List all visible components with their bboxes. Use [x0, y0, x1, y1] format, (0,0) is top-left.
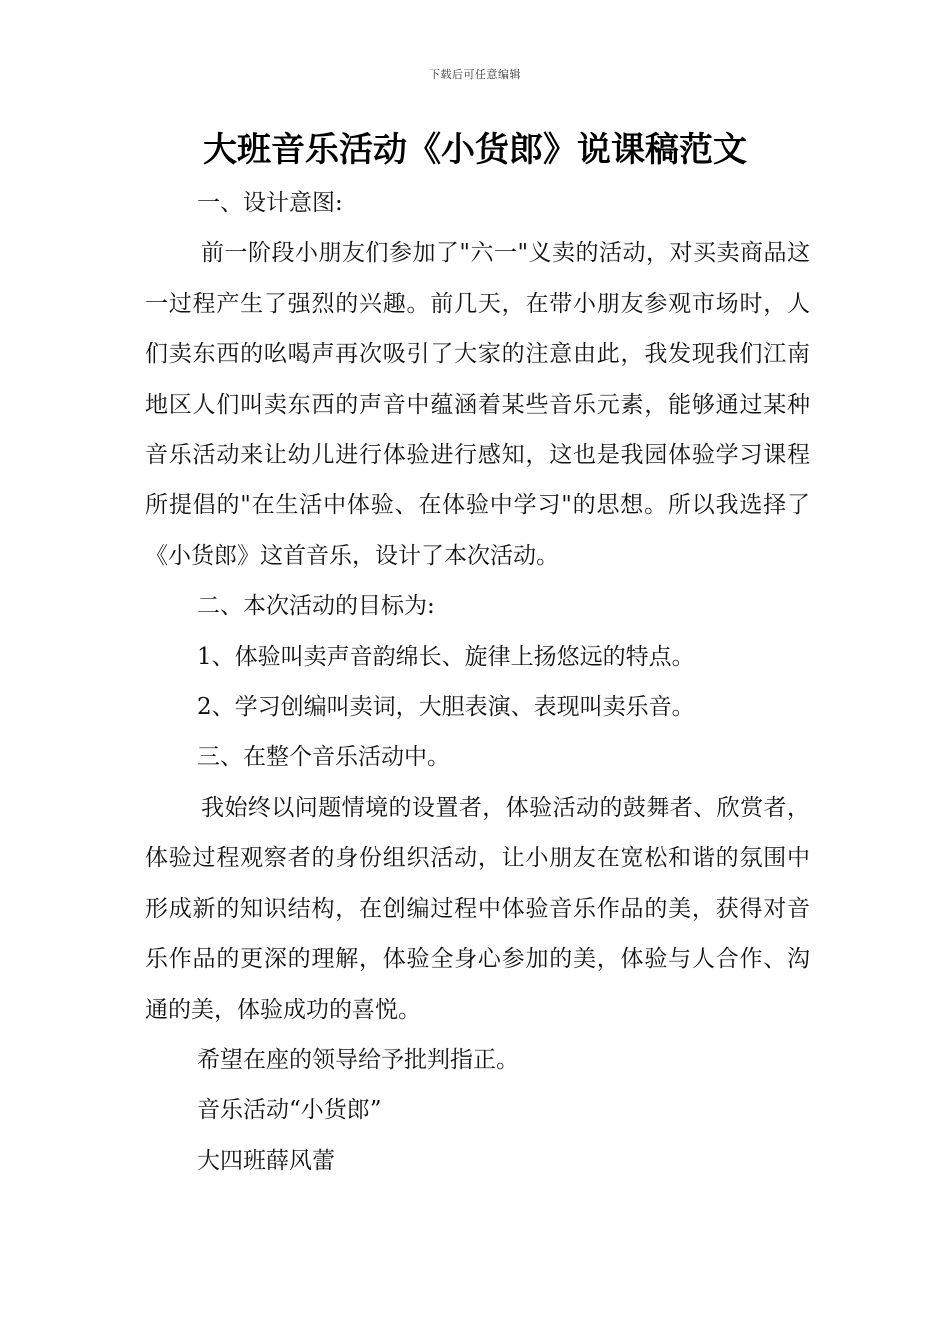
document-body — [145, 178, 810, 1186]
goal-item-2: 2、学习创编叫卖词，大胆表演、表现叫卖乐音。 — [197, 694, 695, 721]
document-title: 大班音乐活动《小货郎》说课稿范文 — [203, 130, 747, 170]
section-heading-design: 一、设计意图: — [197, 190, 343, 216]
section-heading-goals: 二、本次活动的目标为: — [197, 593, 435, 620]
section-heading-role: 三、在整个音乐活动中。 — [197, 744, 450, 771]
header-note: 下载后可任意编辑 — [429, 68, 521, 81]
closing-line: 希望在座的领导给予批判指正。 — [197, 1046, 519, 1073]
activity-name: 音乐活动“小货郎” — [197, 1097, 382, 1124]
paragraph-teacher-role: 我始终以问题情境的设置者，体验活动的鼓舞者、欣赏者，体验过程观察者的身份组织活动，让小朋友在宽松和谐的氛围中形成新的知识结构，在创编过程中体验音乐作品的美，获得对音乐作品的更深的理解，体验全身心参加的美，体验与人合作、沟通的美，体验成功的喜悦。 — [145, 794, 810, 1023]
paragraph-design-intent: 前一阶段小朋友们参加了"六一"义卖的活动，对买卖商品这一过程产生了强烈的兴趣。前几天，在带小朋友参观市场时，人们卖东西的吆喝声再次吸引了大家的注意由此，我发现我们江南地区人们叫卖东西的声音中蕴涵着某些音乐元素，能够通过某种音乐活动来让幼儿进行体验进行感知，这也是我园体验学习课程所提倡的"在生活中体验、在体验中学习"的思想。所以我选择了《小货郎》这首音乐，设计了本次活动。 — [145, 240, 810, 569]
author-line: 大四班薛风蕾 — [197, 1147, 335, 1174]
goal-item-1: 1、体验叫卖声音韵绵长、旋律上扬悠远的特点。 — [197, 643, 695, 670]
